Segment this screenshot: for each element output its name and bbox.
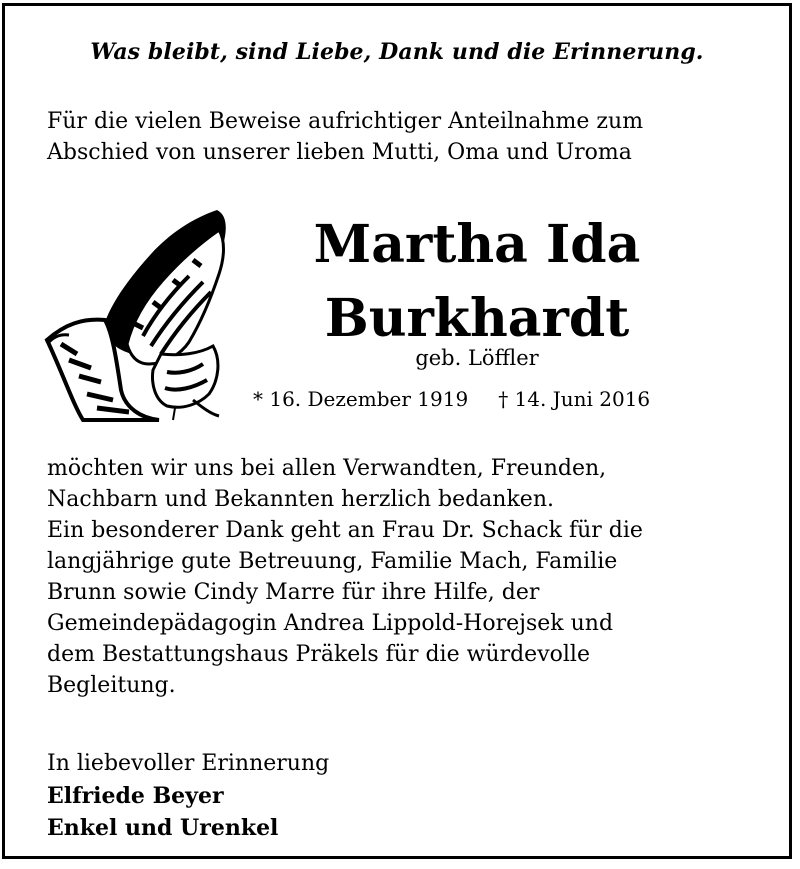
death-date: † 14. Juni 2016 [498, 387, 651, 411]
intro-line: Abschied von unserer lieben Mutti, Oma und Uroma [47, 140, 632, 165]
thanks-paragraph [47, 453, 777, 701]
thanks-line: Begleitung. [47, 673, 176, 698]
birth-date: * 16. Dezember 1919 [253, 387, 469, 411]
intro-line: Für die vielen Beweise aufrichtiger Anteilnahme zum [47, 109, 644, 134]
thanks-line: Nachbarn und Bekannten herzlich bedanken. [47, 487, 554, 512]
thanks-line: Brunn sowie Cindy Marre für ihre Hilfe, der [47, 580, 540, 605]
thanks-line: Ein besonderer Dank geht an Frau Dr. Schack für die [47, 518, 643, 543]
intro-paragraph [47, 106, 767, 168]
deceased-first-names: Martha Ida [313, 214, 641, 275]
obituary-frame [2, 3, 792, 859]
closing-phrase: In liebevoller Erinnerung [47, 751, 330, 776]
thanks-line: Gemeindepädagogin Andrea Lippold-Horejsek und [47, 611, 614, 636]
life-dates [253, 387, 650, 411]
motto-heading: Was bleibt, sind Liebe, Dank und die Erinnerung. [90, 39, 704, 65]
signer-name: Elfriede Beyer [47, 783, 224, 809]
signer-family: Enkel und Urenkel [47, 815, 279, 841]
thanks-line: möchten wir uns bei allen Verwandten, Freunden, [47, 456, 607, 481]
thanks-line: dem Bestattungshaus Präkels für die würdevolle [47, 642, 590, 667]
birth-name: geb. Löffler [415, 346, 539, 370]
closing-block [47, 748, 329, 844]
praying-hands-icon [43, 204, 229, 422]
thanks-line: langjährige gute Betreuung, Familie Mach, Familie [47, 549, 618, 574]
deceased-surname: Burkhardt [324, 288, 630, 349]
